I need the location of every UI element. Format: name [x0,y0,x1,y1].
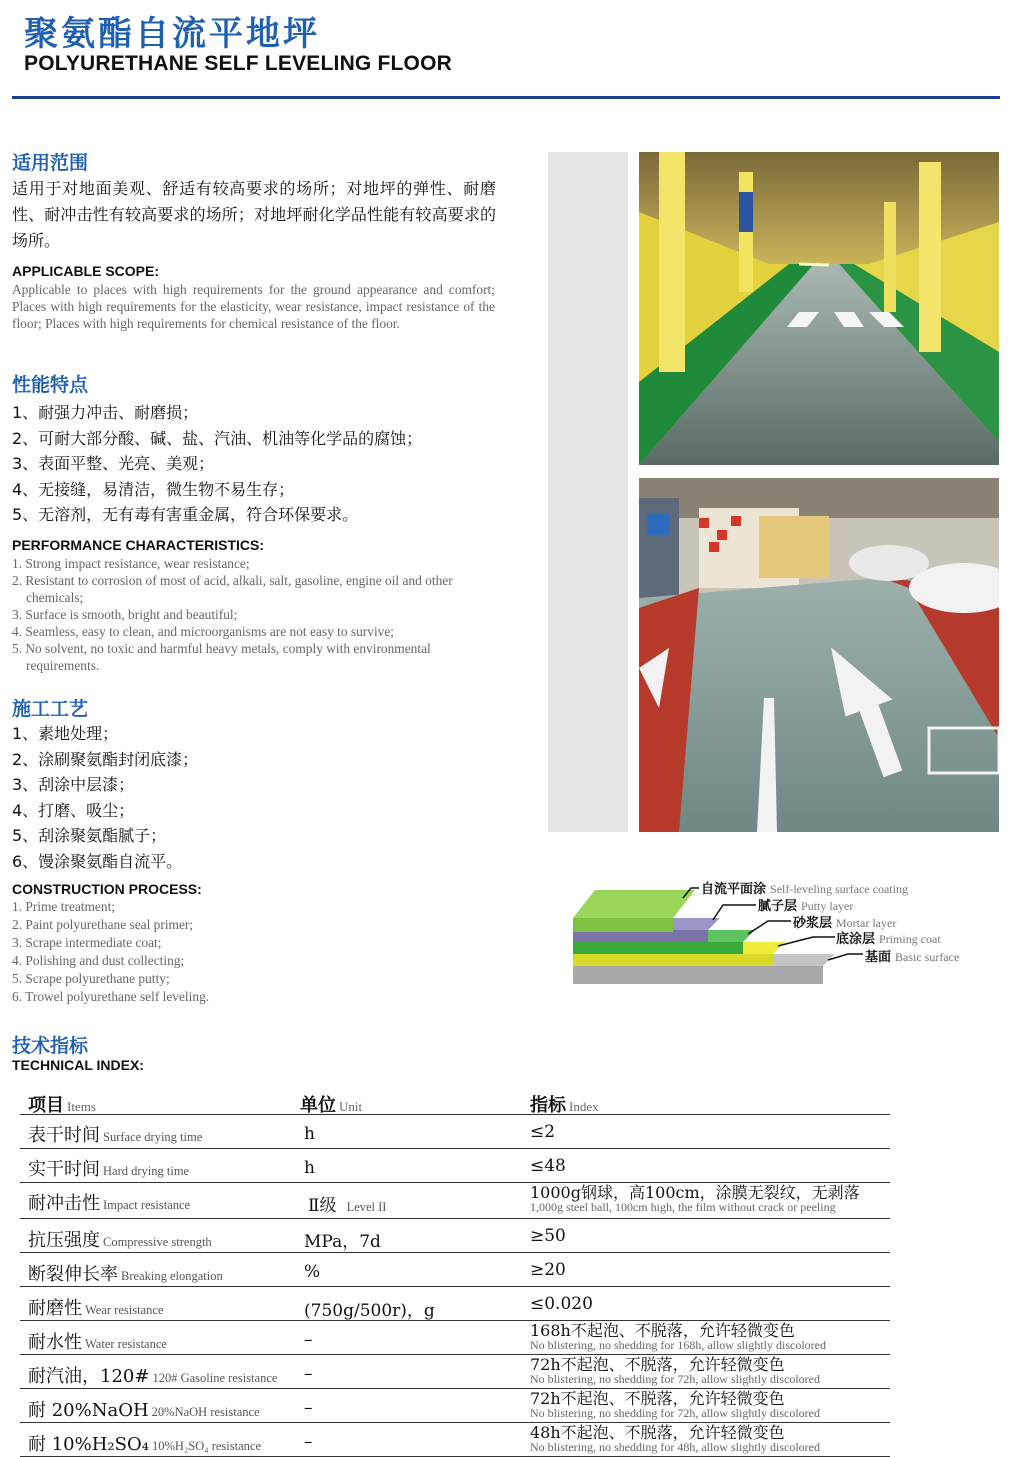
col-item-cn: 项目 [28,1095,64,1116]
list-item: 2. Resistant to corrosion of most of acid, alkali, salt, gasoline, engine oil and other chemicals; [12,573,453,605]
list-item: 5、刮涂聚氨酯腻子； [12,826,167,845]
table-row: 耐 20%NaOH 20%NaOH resistance – 72h不起泡、不脱落，允许轻微变色 No blistering, no shedding for 72h, allow slightly discolored [20,1389,890,1423]
table-row: 耐水性 Water resistance – 168h不起泡、不脱落，允许轻微变色 No blistering, no shedding for 168h, allow slightly discolored [20,1321,890,1355]
col-index-en: Index [569,1099,599,1114]
scope-text-cn: 适用于对地面美观、舒适有较高要求的场所；对地坪的弹性、耐磨性、耐冲击性有较高要求的场所；对地坪耐化学品性能有较高要求的场所。 [12,179,496,250]
list-item: 2. Paint polyurethane seal primer; [12,917,194,932]
page-title-en: POLYURETHANE SELF LEVELING FLOOR [24,52,452,75]
col-item-en: Items [67,1099,96,1114]
process-heading-cn: 施工工艺 [12,698,89,720]
list-item: 3、刮涂中层漆； [12,775,135,794]
title-divider [12,96,1000,99]
layer-diagram [573,878,973,986]
list-item: 3. Scrape intermediate coat; [12,935,162,950]
table-row: 耐冲击性 Impact resistance Ⅱ级 Level II 1000g钢球，高100cm，涂膜无裂纹，无剥落 1,000g steel ball, 100cm high, the film without crack or peeling [20,1183,890,1219]
scope-text-en: Applicable to places with high requirements for the ground appearance and comfort; Places with high requirements for the elasticity, wear resistance, impact resistance of the floor; Places with high requirements for chemical resistance of the floor. [12,282,495,331]
layer-priming-coat [573,954,773,966]
layer-label-putty: 腻子层 Putty layer [758,899,854,914]
table-header-row [20,1088,890,1115]
tech-heading-en: TECHNICAL INDEX: [12,1057,144,1073]
list-item: 2、可耐大部分酸、碱、盐、汽油、机油等化学品的腐蚀； [12,428,423,448]
list-item: 4. Polishing and dust collecting; [12,953,185,968]
performance-list-en [12,555,507,674]
col-index-cn: 指标 [530,1095,566,1116]
process-list-en [12,898,492,1006]
col-unit-en: Unit [339,1099,363,1114]
table-row: 抗压强度 Compressive strength MPa，7d ≥50 [20,1219,890,1253]
layer-surface-coating [573,918,673,932]
tech-table [20,1088,890,1457]
list-item: 6、馒涂聚氨酯自流平。 [12,851,183,871]
parking-garage-photo-1 [639,152,999,465]
list-item: 1、素地处理； [12,724,119,743]
list-item: 5. No solvent, no toxic and harmful heavy metals, comply with environmental requirements. [12,641,431,673]
list-item: 4、无接缝，易清洁，微生物不易生存； [12,479,295,499]
table-row: 断裂伸长率 Breaking elongation % ≥20 [20,1253,890,1287]
layer-basic-surface [573,966,823,984]
layer-label-basic: 基面 Basic surface [865,950,960,965]
list-item: 6. Trowel polyurethane self leveling. [12,989,210,1004]
list-item: 1. Strong impact resistance, wear resistance; [12,556,250,571]
photo-backdrop [548,152,628,832]
layer-label-priming: 底涂层 Priming coat [836,932,941,947]
list-item: 1. Prime treatment; [12,899,116,914]
col-unit-cn: 单位 [300,1095,336,1116]
table-row: 实干时间 Hard drying time h ≤48 [20,1149,890,1183]
tech-heading-cn: 技术指标 [12,1035,89,1057]
performance-list-cn [12,400,512,528]
list-item: 3、表面平整、光亮、美观； [12,454,215,473]
list-item: 4. Seamless, easy to clean, and microorganisms are not easy to survive; [12,624,395,639]
list-item: 5. Scrape polyurethane putty; [12,971,170,986]
process-heading-en: CONSTRUCTION PROCESS: [12,881,202,897]
scope-heading-en: APPLICABLE SCOPE: [12,263,160,279]
table-row: 表干时间 Surface drying time h ≤2 [20,1115,890,1149]
list-item: 2、涂刷聚氨酯封闭底漆； [12,749,199,769]
table-row: 耐 10%H₂SO₄ 10%H₂SO₄ resistance – 48h不起泡、不脱落，允许轻微变色 No blistering, no shedding for 48h, allow slightly discolored [20,1423,890,1457]
page-title-cn: 聚氨酯自流平地坪 [24,14,320,54]
layer-mortar [573,942,743,954]
performance-heading-en: PERFORMANCE CHARACTERISTICS: [12,537,264,553]
list-item: 3. Surface is smooth, bright and beautiful; [12,607,238,622]
process-list-cn [12,721,492,874]
performance-heading-cn: 性能特点 [12,374,89,396]
layer-label-mortar: 砂浆层 Mortar layer [793,916,897,931]
table-row: 耐磨性 Wear resistance (750g/500r)，g ≤0.020 [20,1287,890,1321]
layer-label-surface: 自流平面涂 Self-leveling surface coating [701,882,908,897]
scope-heading-cn: 适用范围 [12,152,89,174]
list-item: 1、耐强力冲击、耐磨损； [12,403,199,422]
list-item: 4、打磨、吸尘； [12,800,135,820]
parking-garage-photo-2 [639,478,999,832]
table-row: 耐汽油，120# 120# Gasoline resistance – 72h不起泡、不脱落，允许轻微变色 No blistering, no shedding for 72h, allow slightly discolored [20,1355,890,1389]
list-item: 5、无溶剂，无有毒有害重金属，符合环保要求。 [12,505,359,524]
